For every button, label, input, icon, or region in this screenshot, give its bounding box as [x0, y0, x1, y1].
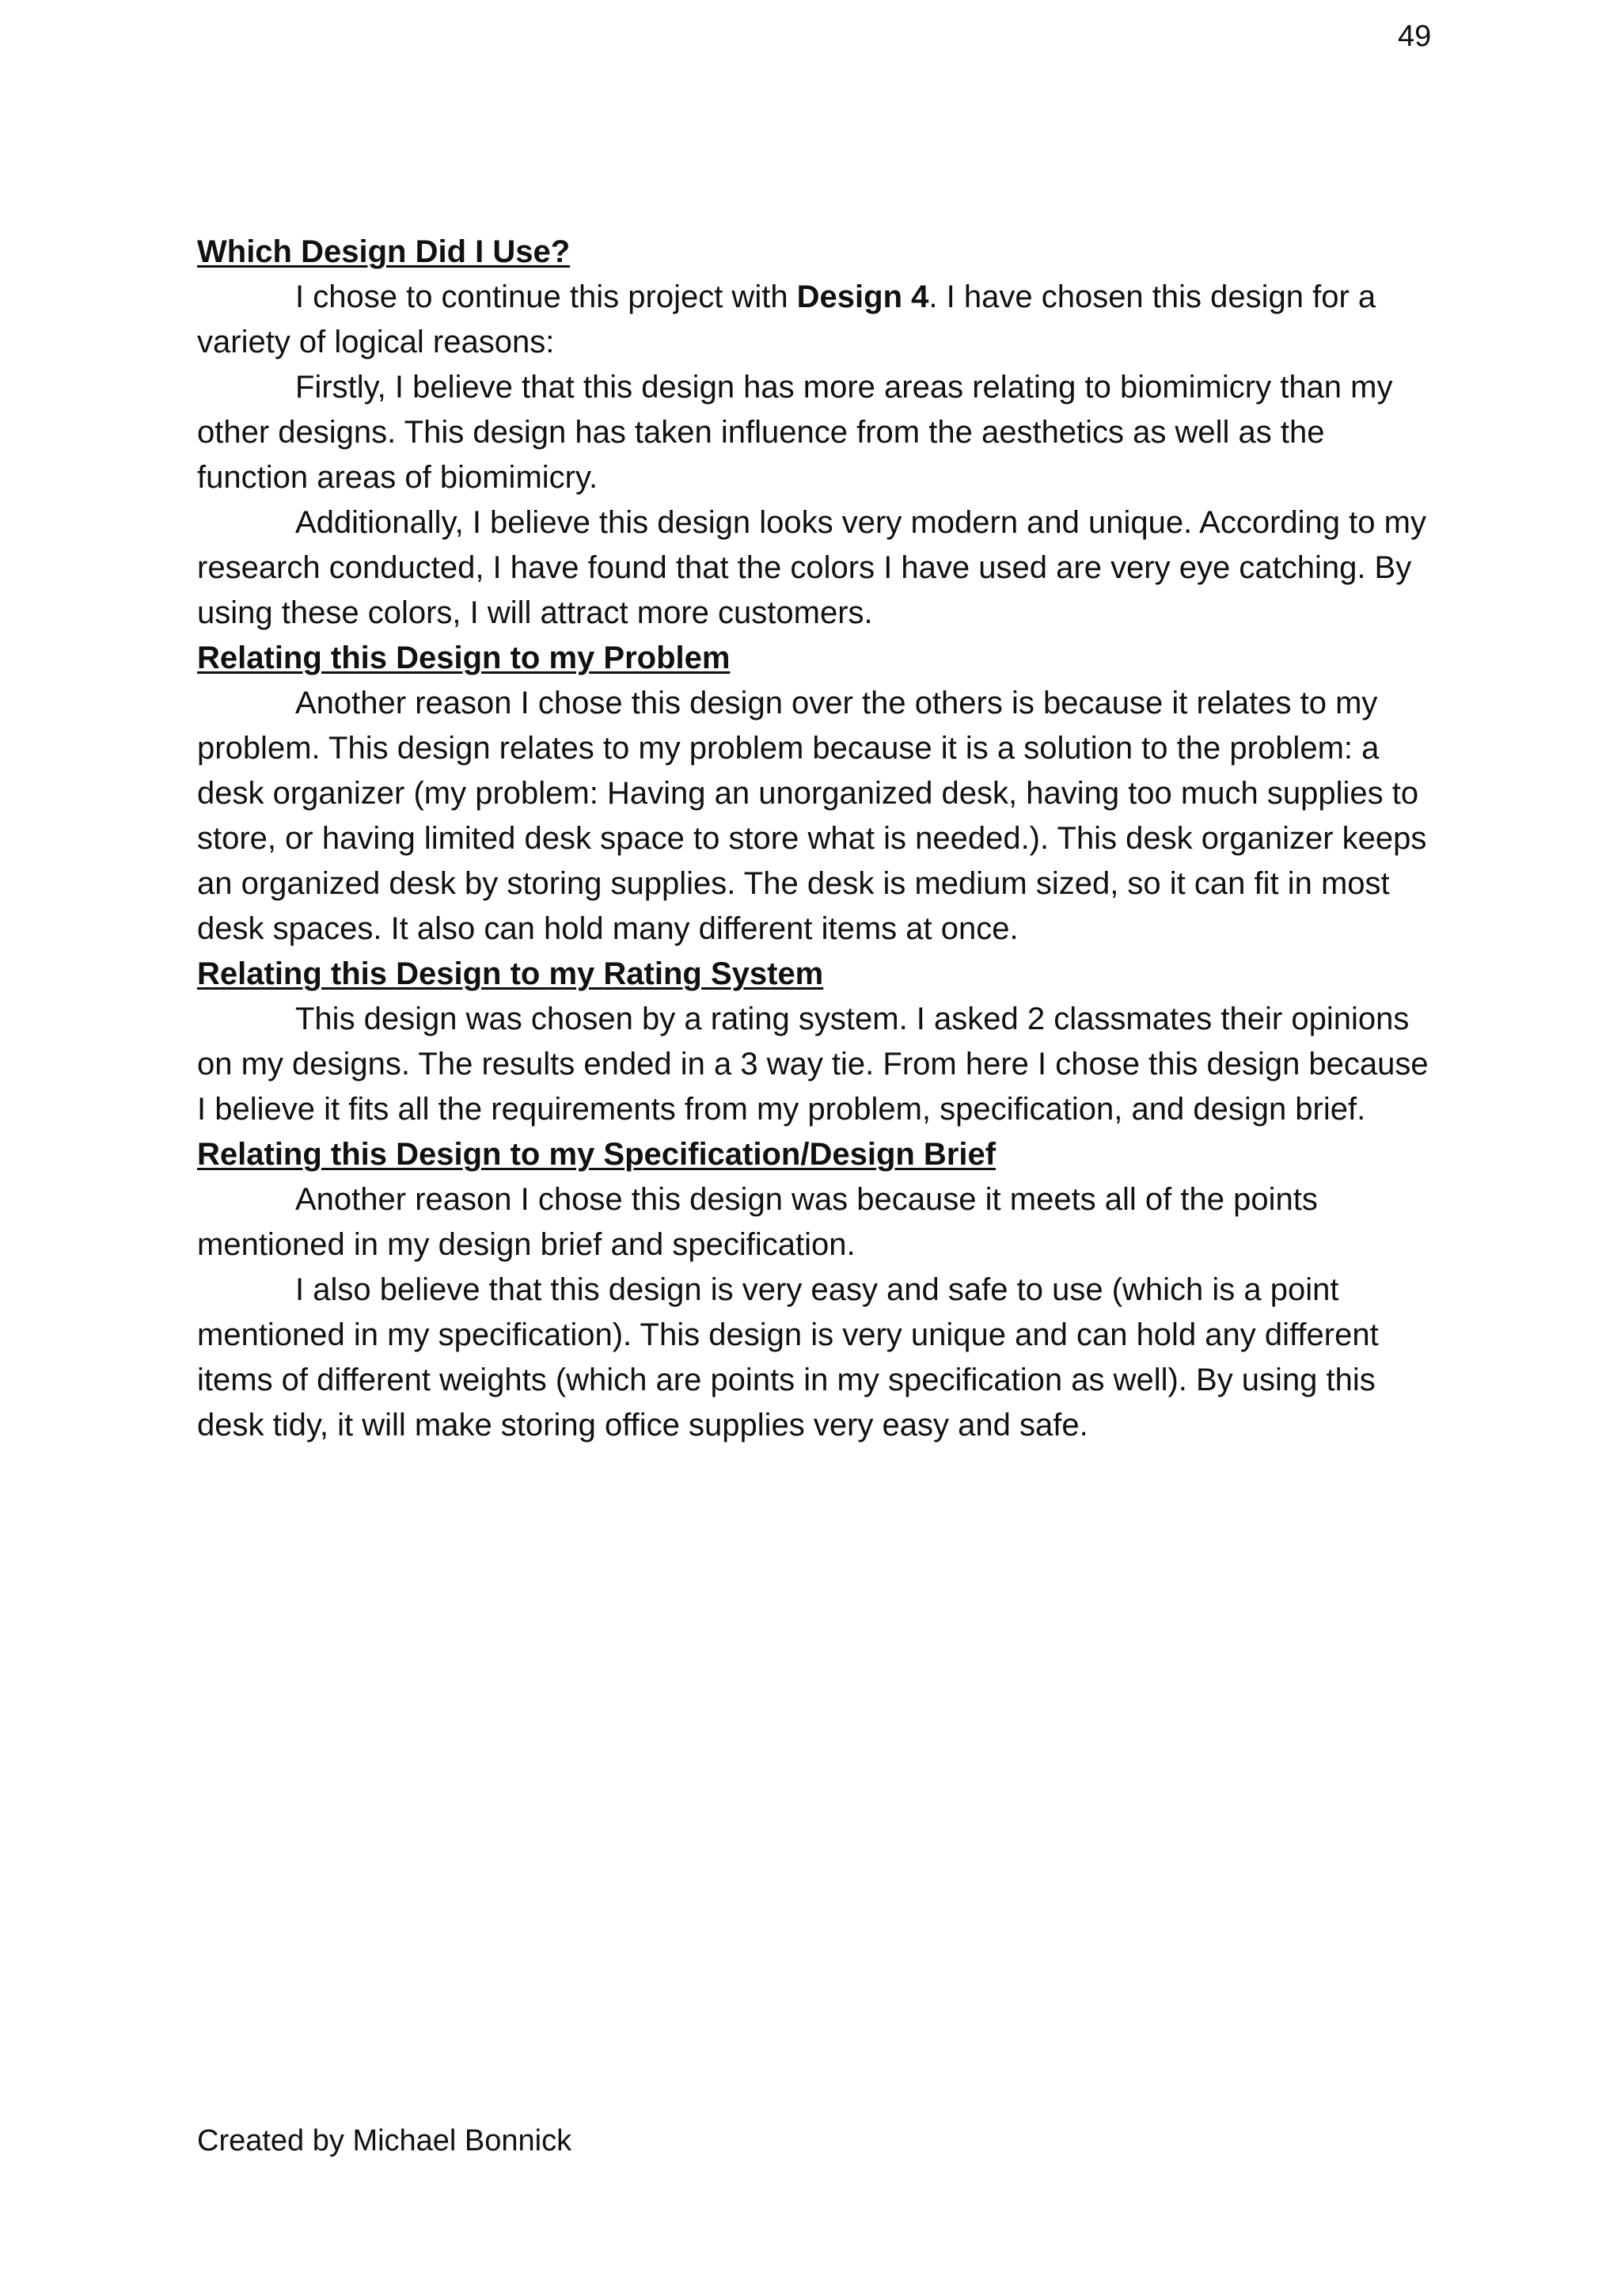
page-number: 49: [1398, 20, 1432, 53]
paragraph-text: I chose to continue this project with: [295, 279, 797, 314]
paragraph-problem: Another reason I chose this design over the others is because it relates to my problem. This design relates to my problem because it is a solution to the problem: a desk organizer (my problem: Having an unorganized desk, having too much supplies to store, or having limited desk space to store what is needed.). This desk organizer keeps an organized desk by storing supplies. The desk is medium sized, so it can fit in most desk spaces. It also can hold many different items at once.: [197, 686, 1427, 946]
section-heading-problem: Relating this Design to my Problem: [197, 641, 731, 675]
section-heading-rating-system: Relating this Design to my Rating System: [197, 956, 824, 991]
paragraph-easy-safe: I also believe that this design is very easy and safe to use (which is a point mentioned in my specification). This design is very unique and can hold any different items of different weights (which are points in my specification as well). By using this desk tidy, it will make storing office supplies very easy and safe.: [197, 1272, 1379, 1443]
footer-author: Created by Michael Bonnick: [197, 2124, 572, 2157]
paragraph-specification-points: Another reason I chose this design was because it meets all of the points mentioned in my design brief and specification.: [197, 1182, 1318, 1262]
section-heading-specification: Relating this Design to my Specification/Design Brief: [197, 1137, 997, 1172]
paragraph-modern-unique: Additionally, I believe this design looks very modern and unique. According to my research conducted, I have found that the colors I have used are very eye catching. By using these colors, I will attract more customers.: [197, 505, 1426, 630]
bold-design-name: Design 4: [796, 279, 929, 314]
paragraph-rating-system: This design was chosen by a rating system. I asked 2 classmates their opinions on my designs. The results ended in a 3 way tie. From here I chose this design because I believe it fits all the requirements from my problem, specification, and design brief.: [197, 1002, 1429, 1127]
document-body: [197, 230, 1432, 1448]
paragraph-text: . I have chosen this design for a variety of logical reasons:: [197, 279, 1376, 359]
paragraph-design-choice: [197, 275, 1432, 365]
section-heading-which-design: Which Design Did I Use?: [197, 234, 571, 269]
paragraph-biomimicry: Firstly, I believe that this design has more areas relating to biomimicry than my other designs. This design has taken influence from the aesthetics as well as the function areas of biomimicry.: [197, 370, 1393, 495]
